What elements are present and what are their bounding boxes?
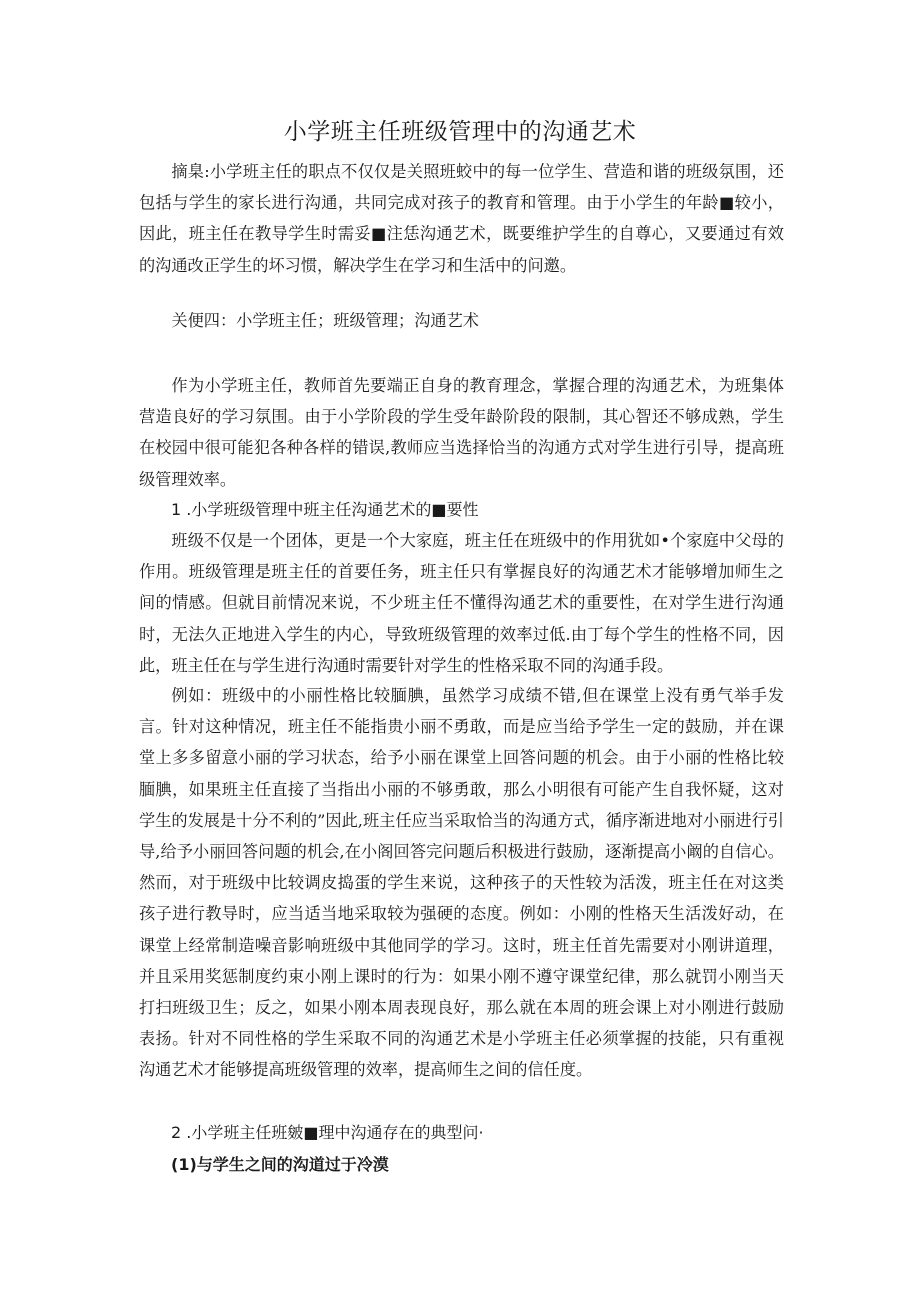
keywords-line <box>139 305 784 336</box>
section-1-paragraph-2: 例如：班级中的小丽性格比较腼腆，虽然学习成绩不错,但在课堂上没有勇气举手发言。针对这种情况，班主任不能指贵小丽不勇敢，而是应当给予学生一定的鼓励，并在课堂上多多留意小丽的学习状态，给予小丽在课堂上回答问题的机会。由于小丽的性格比较腼腆，如果班主任直接了当指出小丽的不够勇敢，那么小明很有可能产生自我怀疑，这对学生的发展是十分不利的”因此,班主任应当采取恰当的沟通方式，循序渐进地对小丽进行引导,给予小丽回答问题的机会,在小阁回答完问题后积极进行鼓励，逐渐提高小阚的自信心。然而，对于班级中比较调皮捣蛋的学生来说，这种孩子的天性较为活泼，班主任在对这类孩子进行教导时，应当适当地采取较为强硬的态度。例如：小刚的性格天生活泼好动，在课堂上经常制造噪音影响班级中其他同学的学习。这时，班主任首先需要对小刚讲道理，并且采用奖惩制度约束小刚上课时的行为：如果小刚不遵守课堂纪律，那么就罚小刚当天打扫班级卫生；反之，如果小刚本周表现良好，那么就在本周的班会课上对小刚进行鼓励表扬。针对不同性格的学生采取不同的沟通艺术是小学班主任必须掌握的技能，只有重视沟通艺术才能够提高班级管理的效率，提高师生之间的信任度。 <box>139 686 784 1080</box>
subsection-heading-1: (1)与学生之间的沟道过于冷漠 <box>171 1155 389 1174</box>
keywords-text: 小学班主任；班级管理；沟通艺术 <box>236 311 479 330</box>
abstract-paragraph: 摘臬:小学班主任的职点不仅仅是关照班蛟中的每一位学生、营造和谐的班级氛围，还包括与学生的家长进行沟通，共同完成对孩子的教育和管理。由于小学生的年龄■较小，因此，班主任在教导学生时需妥■注恁沟通艺术，既要维护学生的自尊心，又要通过有效的沟通改正学生的坏习惯，解决学生在学习和生活中的问邀。 <box>139 162 784 275</box>
intro-paragraph: 作为小学班主任，教师首先要端正自身的教育理念，掌握合理的沟通艺术，为班集体营造良好的学习氛围。由于小学阶段的学生受年龄阶段的限制，其心智还不够成熟，学生在校园中很可能犯各种各样的错误,教师应当选择恰当的沟通方式对学生进行引导，提高班级管理效率。 <box>139 376 784 489</box>
section-heading-2: 2 .小学班主任班皴■理中沟通存在的典型问· <box>171 1123 484 1142</box>
document-title: 小学班主任班级管理中的沟通艺术 <box>283 119 637 145</box>
section-heading-1: 1 .小学班级管理中班主任沟通艺术的■要性 <box>171 500 479 519</box>
section-1-paragraph-1: 班级不仅是一个团体，更是一个大家庭，班主任在班级中的作用犹如•个家庭中父母的作用。班级管理是班主任的首要任务，班主任只有掌握良好的沟通艺术才能够增加师生之间的情感。但就目前情况来说，不少班主任不懂得沟通艺术的重要性，在对学生进行沟通时，无法久正地进入学生的内心，导致班级管理的效率过低.由丁每个学生的性格不同，因此，班主任在与学生进行沟通时需要针对学生的性格采取不同的沟通手段。 <box>139 531 784 675</box>
keywords-label: 关便四： <box>171 311 237 330</box>
